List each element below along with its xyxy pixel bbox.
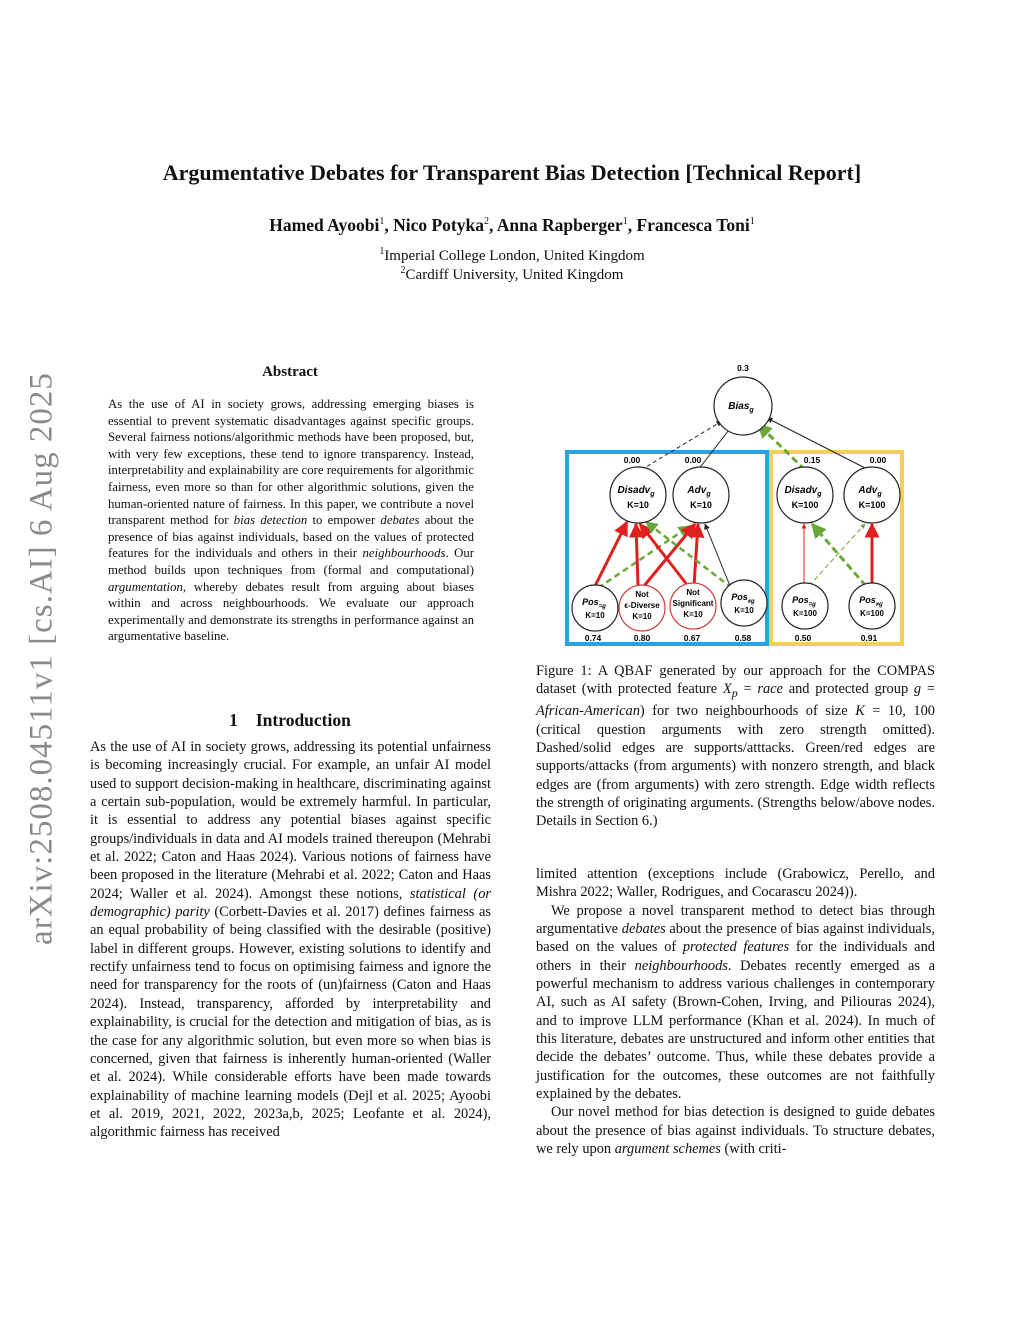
body-text: about the presence of bias against individuals, based on the values of bbox=[536, 921, 935, 956]
author-name: Hamed Ayoobi bbox=[269, 215, 380, 235]
abstract-emphasis: debates bbox=[380, 513, 420, 528]
body-emphasis: protected features bbox=[682, 939, 790, 956]
caption-text: ) for two neighbourhoods of size bbox=[639, 703, 856, 720]
node-k-label: K=10 bbox=[734, 606, 754, 615]
node-k-label: K=100 bbox=[858, 500, 886, 510]
figure-caption bbox=[536, 662, 935, 831]
author-name: Anna Rapberger bbox=[496, 215, 623, 235]
section-heading-introduction bbox=[90, 710, 490, 731]
abstract-emphasis: neighbourhoods bbox=[362, 546, 446, 561]
node-label: Pos bbox=[731, 592, 748, 602]
node-k-label: K=10 bbox=[627, 500, 649, 510]
node-label: Pos bbox=[792, 595, 809, 605]
math: race bbox=[757, 681, 783, 698]
edge-support bbox=[812, 524, 866, 586]
node-subscript: g bbox=[817, 491, 822, 498]
body-text: We propose a novel transparent method to detect bias through argumentative bbox=[536, 902, 935, 938]
node-label: ϵ-Diverse bbox=[624, 601, 660, 610]
node-label: Adv bbox=[858, 485, 878, 496]
author-affiliation-mark: 2 bbox=[483, 216, 489, 228]
strength-label: 0.67 bbox=[683, 633, 701, 643]
math-subscript: p bbox=[731, 686, 738, 701]
node-subscript: ≠g bbox=[747, 599, 755, 605]
node-label: Significant bbox=[672, 599, 714, 608]
node-label: Adv bbox=[687, 485, 707, 496]
strength-label: 0.00 bbox=[684, 455, 702, 465]
abstract-body bbox=[108, 396, 474, 645]
edge-attack bbox=[636, 524, 638, 586]
author-name: Nico Potyka bbox=[393, 215, 484, 235]
paper-title: Argumentative Debates for Transparent Bias Detection [Technical Report] bbox=[162, 160, 862, 185]
node-label: Bias bbox=[728, 401, 750, 412]
math-operator: = 10, 100 bbox=[864, 703, 935, 720]
abstract-text: to empower bbox=[307, 513, 381, 528]
pos-eq-node-k100 bbox=[782, 583, 828, 629]
pos-neq-node-k10 bbox=[721, 580, 767, 626]
node-label: Disadv bbox=[784, 485, 818, 496]
affiliation-number: 1 bbox=[379, 246, 385, 257]
body-text: (Corbett-Davies et al. 2017) defines fairness as an equal probability of being classified with the desirable (positive) label in different groups. However, existing solutions to identify and rectify unfairness tend to focus on optimising fairness and ignore the need for transparency for the roots of (un)fairness (Caton and Haas 2024). Instead, transparency, afforded by interpretability and explainability, is crucial for the detection and mitigation of bias, as is the case for any algorithmic solution, but even more so when bias is concerned, given that fairness is inherently human-oriented (Waller et al. 2024). While considerable efforts have been made towards explainability of machine learning models (Dejl et al. 2025; Ayoobi et al. 2019, 2021, 2022, 2023a,b, 2025; Leofante et al. 2024), algorithmic fairness has received bbox=[90, 904, 492, 1141]
figure-qbaf-diagram bbox=[560, 358, 908, 650]
abstract-text: As the use of AI in society grows, addressing emerging biases is essential to prevent systematic disadvantages against specific groups. Several fairness notions/algorithmic methods have been proposed, but, with very few exceptions, these tend to ignore transparency. Instead, interpretability and explainability are core requirements for algorithmic fairness, even more so than for other algorithmic solutions, given the human-oriented nature of fairness. In this paper, we contribute a novel transparent method for bbox=[108, 397, 474, 528]
abstract-emphasis: bias detection bbox=[233, 513, 308, 528]
node-label: Pos bbox=[859, 595, 876, 605]
edge-attack bbox=[694, 524, 698, 586]
body-text: As the use of AI in society grows, addressing its potential unfairness is becoming increasingly crucial. For example, an unfair AI model used to support decision-making in healthcare, discriminating against a certain sub-population, would be extremely harmful. In particular, it is essential to address any potential biases against specific groups/individuals in data and AI models trained thereupon (Mehrabi et al. 2022; Caton and Haas 2024). Various notions of fairness have been proposed in the literature (Mehrabi et al. 2022; Caton and Haas 2024; Waller et al. 2024). Amongst these notions, bbox=[90, 739, 491, 902]
body-text: (with criti- bbox=[720, 1141, 787, 1158]
author-affiliation-mark: 1 bbox=[379, 216, 385, 228]
caption-text: Figure 1: A QBAF generated by our approach for the COMPAS dataset (with protected feature bbox=[536, 663, 935, 698]
author-name: Francesca Toni bbox=[636, 215, 750, 235]
section-number: 1 bbox=[229, 710, 238, 730]
caption-text: and protected group bbox=[782, 681, 914, 698]
affiliation-number: 2 bbox=[400, 265, 406, 276]
introduction-body bbox=[90, 738, 491, 1142]
body-text: Our novel method for bias detection is designed to guide debates about the presence of bias against individuals. To structure debates, we rely upon bbox=[536, 1104, 935, 1158]
node-k-label: K=100 bbox=[860, 609, 884, 618]
paragraph bbox=[536, 1103, 935, 1158]
node-subscript: g bbox=[877, 491, 882, 498]
strength-label: 0.00 bbox=[869, 455, 887, 465]
node-subscript: g bbox=[650, 491, 655, 498]
edge-attack bbox=[640, 524, 688, 586]
affiliation bbox=[60, 246, 964, 265]
math: g bbox=[913, 681, 922, 698]
strength-label: 0.58 bbox=[734, 633, 752, 643]
abstract-emphasis: argumentation bbox=[108, 579, 183, 594]
strength-label: 0.74 bbox=[584, 633, 602, 643]
abstract-text: . Our method builds upon techniques from (formal and computational) bbox=[108, 546, 474, 577]
section-title: Introduction bbox=[255, 710, 351, 730]
pos-neq-node-k100 bbox=[849, 583, 895, 629]
caption-text: (critical question arguments with zero strength omitted). Dashed/solid edges are supports/atttacks. Green/red edges are supports/attacks (from arguments) with nonzero strength, and black edges are (from arguments) with zero strength. Edge width reflects the strength of originating arguments. (Strengths below/above nodes. Details in Section 6.) bbox=[536, 721, 935, 830]
math: X bbox=[722, 681, 732, 698]
node-subscript: =g bbox=[808, 602, 816, 608]
node-subscript: g bbox=[749, 407, 754, 414]
body-emphasis: neighbourhoods bbox=[634, 957, 728, 974]
edge-attack bbox=[705, 524, 730, 586]
strength-label: 0.50 bbox=[794, 633, 812, 643]
body-emphasis: argument schemes bbox=[614, 1141, 721, 1158]
body-text: . Debates recently emerged as a powerful mechanism to address various challenges in contemporary AI, such as AI safety (Brown-Cohen, Irving, and Piliouras 2024), and to improve LLM performance (Khan et al. 2024). In much of this literature, debates are unstructured and inform other entities that decide the debates’ outcome. Thus, while these debates provide a justification for the outcomes, these outcomes are not faithfully explained by the debates. bbox=[536, 957, 935, 1103]
paragraph bbox=[536, 902, 935, 1104]
strength-label: 0.80 bbox=[633, 633, 651, 643]
node-k-label: K=10 bbox=[690, 500, 712, 510]
math: African-American bbox=[536, 703, 640, 720]
affiliation bbox=[60, 265, 964, 284]
author-list: Hamed Ayoobi$^1$, Nico Potyka$^2$, Anna Rapberger$^1$, Francesca Toni$^1$ bbox=[269, 215, 755, 235]
node-label: Not bbox=[686, 588, 700, 597]
paragraph bbox=[536, 865, 935, 902]
node-subscript: ≠g bbox=[875, 602, 883, 608]
node-label: Not bbox=[635, 590, 649, 599]
node-k-label: K=100 bbox=[791, 500, 819, 510]
math-operator: = bbox=[737, 681, 758, 698]
node-label: Pos bbox=[582, 597, 599, 607]
node-subscript: g bbox=[706, 491, 711, 498]
edge-support bbox=[598, 526, 690, 588]
author-affiliation-mark: 1 bbox=[622, 216, 628, 228]
arxiv-identifier: arXiv:2508.04511v1 [cs.AI] 6 Aug 2025 bbox=[23, 372, 60, 945]
node-subscript: =g bbox=[598, 604, 606, 610]
affiliation-text: Imperial College London, United Kingdom bbox=[384, 248, 645, 264]
strength-label: 0.15 bbox=[803, 455, 821, 465]
node-k-label: K=10 bbox=[632, 612, 652, 621]
strength-label: 0.3 bbox=[737, 363, 749, 373]
body-text: for the individuals and others in their bbox=[536, 939, 935, 974]
node-label: Disadv bbox=[617, 485, 651, 496]
edge-attack bbox=[595, 522, 627, 586]
math-operator: = bbox=[921, 681, 936, 698]
body-emphasis: statistical (or demographic) parity bbox=[90, 885, 492, 921]
math: K bbox=[855, 703, 865, 720]
abstract-text: , whereby debates result from arguing about biases within and across neighbourhoods. We evaluate our approach experimentally and demonstrate its strengths in performance against an argumentative baseline. bbox=[108, 579, 474, 644]
body-emphasis: debates bbox=[621, 921, 666, 938]
strength-label: 0.00 bbox=[623, 455, 641, 465]
abstract-heading: Abstract bbox=[262, 364, 318, 380]
affiliation-text: Cardiff University, United Kingdom bbox=[405, 267, 624, 283]
abstract-text: about the presence of bias against individuals, based on the values of protected features for the individuals and others in their bbox=[108, 513, 474, 561]
author-affiliation-mark: 1 bbox=[749, 216, 755, 228]
node-k-label: K=10 bbox=[683, 610, 703, 619]
body-text: limited attention (exceptions include (Grabowicz, Perello, and Mishra 2022; Waller, Rodrigues, and Cocarascu 2024)). bbox=[536, 866, 935, 901]
node-k-label: K=100 bbox=[793, 609, 817, 618]
right-column-body bbox=[536, 865, 935, 1159]
node-k-label: K=10 bbox=[585, 611, 605, 620]
edge-support bbox=[641, 421, 722, 470]
pos-eq-node-k10 bbox=[572, 585, 618, 631]
strength-label: 0.91 bbox=[860, 633, 878, 643]
